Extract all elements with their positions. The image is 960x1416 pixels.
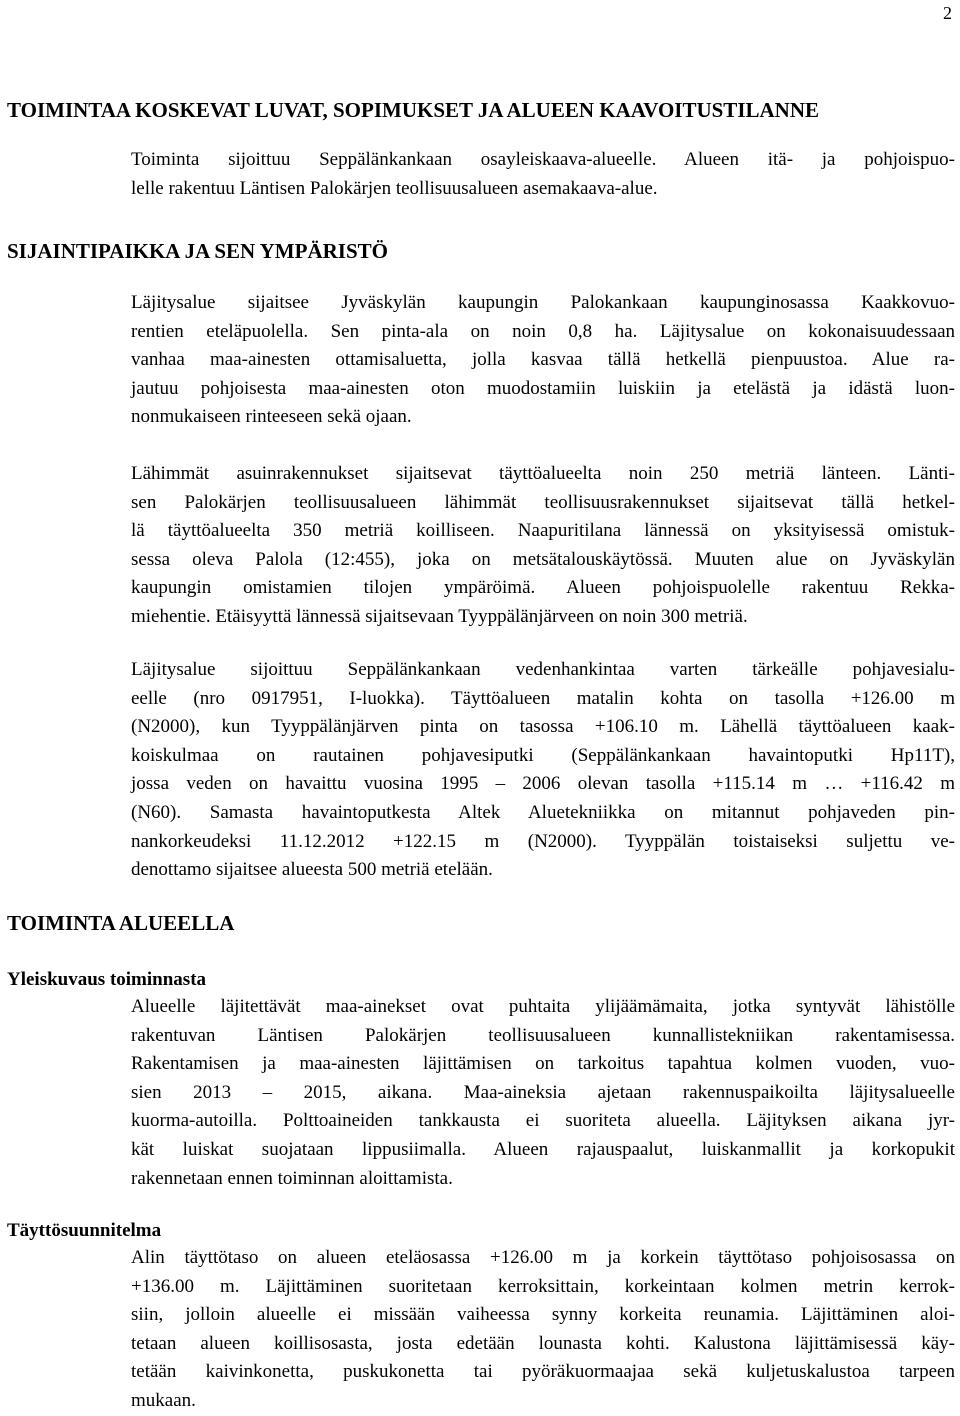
- text-line: Alin täyttötaso on alueen eteläosassa +126.00 m ja korkein täyttötaso pohjoisosassa on: [131, 1247, 955, 1268]
- text-line: tetaan alueen koillisosasta, josta edetään lounasta kohti. Kalustona läjittämisessä käy-: [131, 1332, 955, 1354]
- paragraph-overview: [131, 993, 955, 1193]
- text-line: eelle (nro 0917951, I-luokka). Täyttöalueen matalin kohta on tasolla +126.00 m: [131, 687, 955, 709]
- text-line: (N60). Samasta havaintoputkesta Altek Aluetekniikka on mitannut pohjaveden pin-: [131, 801, 955, 823]
- text-line: denottamo sijaitsee alueesta 500 metriä etelään.: [131, 859, 493, 881]
- text-line: sen Palokärjen teollisuusalueen lähimmät teollisuusrakennukset sijaitsevat tällä hetkel-: [131, 491, 955, 513]
- text-line: rentien eteläpuolella. Sen pinta-ala on noin 0,8 ha. Läjitysalue on kokonaisuudessaan: [131, 320, 955, 342]
- text-line: Läjitysalue sijaitsee Jyväskylän kaupungin Palokankaan kaupunginosassa Kaakkovuo-: [131, 292, 955, 313]
- subheading-overview: Yleiskuvaus toiminnasta: [7, 969, 207, 990]
- text-line: koiskulmaa on rautainen pohjavesiputki (Seppälänkankaan havaintoputki Hp11T),: [131, 744, 955, 766]
- section-heading-permits: TOIMINTAA KOSKEVAT LUVAT, SOPIMUKSET JA ALUEEN KAAVOITUSTILANNE: [7, 98, 819, 122]
- text-line: jossa veden on havaittu vuosina 1995 – 2006 olevan tasolla +115.14 m … +116.42 m: [131, 773, 955, 795]
- text-line: siin, jolloin alueelle ei missään vaiheessa synny korkeita reunamia. Läjittäminen aloi-: [131, 1304, 955, 1326]
- subheading-fill-plan: Täyttösuunnitelma: [7, 1220, 162, 1241]
- text-line: nonmukaiseen rinteeseen sekä ojaan.: [131, 406, 412, 428]
- paragraph-fill-plan: [131, 1244, 955, 1416]
- paragraph-groundwater: [131, 656, 955, 885]
- text-line: Lähimmät asuinrakennukset sijaitsevat täyttöalueelta noin 250 metriä länteen. Länti-: [131, 463, 955, 484]
- text-line: +136.00 m. Läjittäminen suoritetaan kerroksittain, korkeintaan kolmen metrin kerrok-: [131, 1275, 955, 1297]
- text-line: rakentuvan Läntisen Palokärjen teollisuusalueen kunnallistekniikan rakentamisessa.: [131, 1024, 955, 1046]
- section-heading-operations: TOIMINTA ALUEELLA: [7, 911, 235, 935]
- paragraph-zoning: [131, 146, 955, 203]
- text-line: Toiminta sijoittuu Seppälänkankaan osayleiskaava-alueelle. Alueen itä- ja pohjoispuo-: [131, 149, 955, 170]
- text-line: kaupungin omistamien tilojen ympäröimä. Alueen pohjoispuolelle rakentuu Rekka-: [131, 577, 955, 599]
- text-line: kät luiskat suojataan lippusiimalla. Alueen rajauspaalut, luiskanmallit ja korkopukit: [131, 1138, 955, 1160]
- text-line: mukaan.: [131, 1389, 196, 1411]
- text-line: lelle rakentuu Läntisen Palokärjen teollisuusalueen asemakaava-alue.: [131, 177, 658, 199]
- text-line: vanhaa maa-ainesten ottamisaluetta, jolla kasvaa tällä hetkellä pienpuustoa. Alue ra-: [131, 349, 955, 371]
- text-line: kuorma-autoilla. Polttoaineiden tankkausta ei suoriteta alueella. Läjityksen aikana jyr-: [131, 1110, 955, 1132]
- text-line: sien 2013 – 2015, aikana. Maa-aineksia ajetaan rakennuspaikoilta läjitysalueelle: [131, 1081, 955, 1103]
- text-line: Rakentamisen ja maa-ainesten läjittämisen on tarkoitus tapahtua kolmen vuoden, vuo-: [131, 1053, 955, 1075]
- text-line: tetään kaivinkonetta, puskukonetta tai pyöräkuormaajaa sekä kuljetuskalustoa tarpeen: [131, 1361, 955, 1383]
- paragraph-site-description: [131, 289, 955, 432]
- text-line: Läjitysalue sijoittuu Seppälänkankaan vedenhankintaa varten tärkeälle pohjavesialu-: [131, 659, 955, 680]
- text-line: rakennetaan ennen toiminnan aloittamista.: [131, 1167, 453, 1189]
- text-line: sessa oleva Palola (12:455), joka on metsätalouskäytössä. Muuten alue on Jyväskylän: [131, 548, 955, 570]
- text-line: miehentie. Etäisyyttä lännessä sijaitsevaan Tyyppälänjärveen on noin 300 metriä.: [131, 605, 748, 627]
- text-line: nankorkeudeksi 11.12.2012 +122.15 m (N2000). Tyyppälän toistaiseksi suljettu ve-: [131, 830, 955, 852]
- text-line: jautuu pohjoisesta maa-ainesten oton muodostamiin luiskiin ja etelästä ja idästä luon-: [131, 377, 955, 399]
- text-line: Alueelle läjitettävät maa-ainekset ovat puhtaita ylijäämämaita, jotka syntyvät lähistölle: [131, 996, 955, 1017]
- text-line: (N2000), kun Tyyppälänjärven pinta on tasossa +106.10 m. Lähellä täyttöalueen kaak-: [131, 716, 955, 738]
- page-number: 2: [943, 3, 952, 23]
- paragraph-neighbours: [131, 460, 955, 632]
- section-heading-location: SIJAINTIPAIKKA JA SEN YMPÄRISTÖ: [7, 239, 388, 263]
- text-line: lä täyttöalueelta 350 metriä koilliseen. Naapuritilana lännessä on yksityisessä omistuk-: [131, 520, 955, 542]
